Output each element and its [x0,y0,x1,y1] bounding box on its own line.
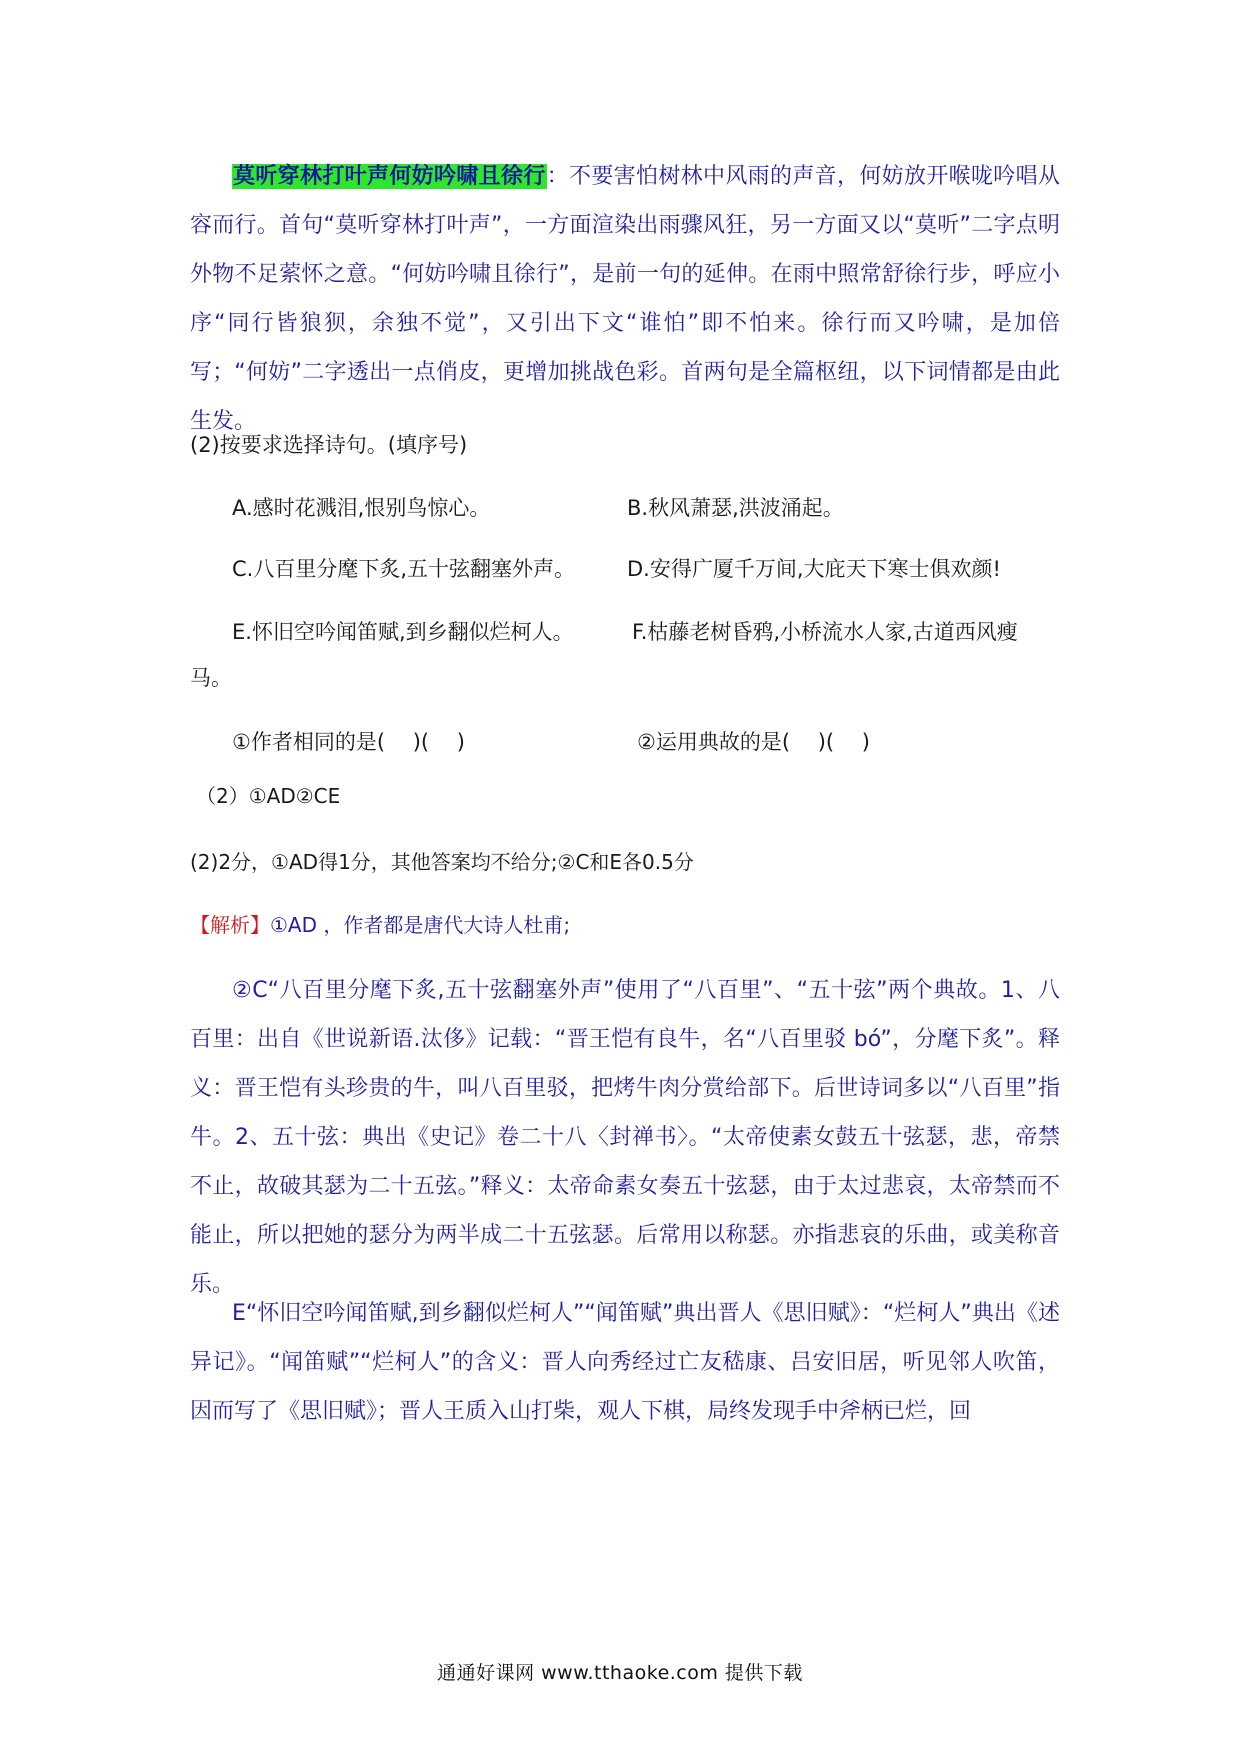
question-title: (2)按要求选择诗句。(填序号) [190,433,468,457]
sub-question-2: ②运用典故的是( )( ) [637,730,870,754]
sub-question-1: ①作者相同的是( )( ) [232,730,465,754]
analysis-label: 【解析】 [190,913,270,937]
option-f: F.枯藤老树昏鸦,小桥流水人家,古道西风瘦 [632,620,1018,644]
colon: ： [546,164,569,189]
analysis-intro [190,905,570,945]
highlighted-poem-line: 莫听穿林打叶声何妨吟啸且徐行 [233,164,546,189]
option-b: B.秋风萧瑟,洪波涌起。 [627,496,844,520]
poem-explanation-paragraph [190,152,1060,446]
analysis-paragraph-e: E“怀旧空吟闻笛赋,到乡翻似烂柯人”“闻笛赋”典出晋人《思旧赋》：“烂柯人”典出《述异记》。“闻笛赋”“烂柯人”的含义：晋人向秀经过亡友嵇康、吕安旧居，听见邻人吹笛，因而写了《思旧赋》；晋人王质入山打柴，观人下棋，局终发现手中斧柄已烂，回 [190,1301,1060,1424]
scoring-line: (2)2分，①AD得1分，其他答案均不给分;②C和E各0.5分 [190,850,694,874]
answer-line: （2）①AD②CE [196,784,341,808]
explanation-text: 不要害怕树林中风雨的声音，何妨放开喉咙吟唱从容而行。首句“莫听穿林打叶声”，一方面渲染出雨骤风狂，另一方面又以“莫听”二字点明外物不足萦怀之意。“何妨吟啸且徐行”，是前一句的延伸。在雨中照常舒徐行步，呼应小序“同行皆狼狈，余独不觉”，又引出下文“谁怕”即不怕来。徐行而又吟啸，是加倍写；“何妨”二字透出一点俏皮，更增加挑战色彩。首两句是全篇枢纽，以下词情都是由此生发。 [190,164,1060,434]
option-c: C.八百里分麾下炙,五十弦翻塞外声。 [232,557,576,581]
analysis-part1: ①AD ，作者都是唐代大诗人杜甫; [270,913,571,937]
analysis-paragraph-c: ②C“八百里分麾下炙,五十弦翻塞外声”使用了“八百里”、“五十弦”两个典故。1、八百里：出自《世说新语.汰侈》记载：“晋王恺有良牛，名“八百里驳 bó”，分麾下炙”。释义：晋王恺有头珍贵的牛，叫八百里驳，把烤牛肉分赏给部下。后世诗词多以“八百里”指牛。2、五十弦：典出《史记》卷二十八〈封禅书〉。“太帝使素女鼓五十弦瑟，悲，帝禁不止，故破其瑟为二十五弦。”释义：太帝命素女奏五十弦瑟，由于太过悲哀，太帝禁而不能止，所以把她的瑟分为两半成二十五弦瑟。后常用以称瑟。亦指悲哀的乐曲，或美称音乐。 [190,978,1060,1297]
option-a: A.感时花溅泪,恨别鸟惊心。 [232,496,491,520]
option-e: E.怀旧空吟闻笛赋,到乡翻似烂柯人。 [232,620,574,644]
option-d: D.安得广厦千万间,大庇天下寒士俱欢颜! [627,557,1001,581]
option-f-continuation: 马。 [190,666,232,690]
page-footer: 通通好课网 www.tthaoke.com 提供下载 [437,1662,803,1684]
